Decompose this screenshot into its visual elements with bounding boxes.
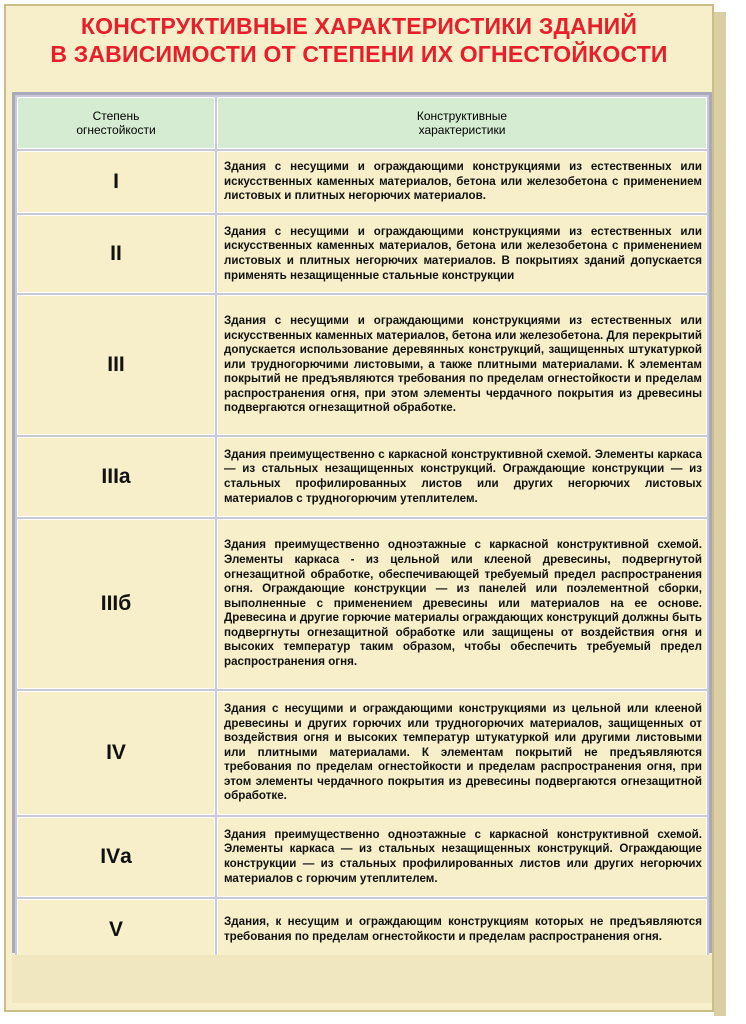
title-line-1: КОНСТРУКТИВНЫЕ ХАРАКТЕРИСТИКИ ЗДАНИЙ xyxy=(80,13,638,39)
table-row xyxy=(17,899,707,961)
table-row xyxy=(17,691,707,815)
table-row xyxy=(17,215,707,293)
table-row xyxy=(17,151,707,213)
degree-cell: I xyxy=(17,151,215,213)
header-characteristics-line-2: характеристики xyxy=(418,123,506,137)
degree-cell: II xyxy=(17,215,215,293)
description-cell: Здания преимущественно с каркасной конструктивной схемой. Элементы каркаса — из стальных незащищенных конструкций. Ограждающие конструкции — из стальных профилированных листов или других негорючих листовых материалов с трудногорючим утеплителем. xyxy=(217,437,707,517)
description-cell: Здания с несущими и ограждающими конструкциями из естественных или искусственных каменных материалов, бетона или железобетона. Для перекрытий допускается использование деревянных конструкций, защищенных штукатуркой или трудногорючими листовыми, а также плитными материалами. К элементам покрытий не предъявляются требования по пределам огнестойкости и пределам распространения огня, при этом элементы чердачного покрытия из древесины подвергаются огнезащитной обработке. xyxy=(217,295,707,435)
header-degree-line-2: огнестойкости xyxy=(76,123,156,137)
degree-cell: III xyxy=(17,295,215,435)
description-cell: Здания с несущими и ограждающими конструкциями из естественных или искусственных каменных материалов, бетона или железобетона с применением листовых и плитных негорючих материалов. В покрытиях зданий допускается применять незащищенные стальные конструкции xyxy=(217,215,707,293)
degree-cell: IIIб xyxy=(17,519,215,689)
header-degree-line-1: Степень xyxy=(92,109,140,123)
table-header-row xyxy=(17,97,707,149)
description-cell: Здания, к несущим и ограждающим конструкциям которых не предъявляются требования по пределам огнестойкости и пределам распространения огня. xyxy=(217,899,707,961)
table-row xyxy=(17,295,707,435)
title-line-2: В ЗАВИСИМОСТИ ОТ СТЕПЕНИ ИХ ОГНЕСТОЙКОСТИ xyxy=(50,41,668,67)
header-degree xyxy=(17,97,215,149)
degree-cell: IVа xyxy=(17,817,215,897)
header-characteristics xyxy=(217,97,707,149)
table-row xyxy=(17,437,707,517)
degree-cell: IV xyxy=(17,691,215,815)
degree-cell: V xyxy=(17,899,215,961)
page-title xyxy=(6,12,712,68)
characteristics-table xyxy=(15,95,709,963)
description-cell: Здания преимущественно одноэтажные с каркасной конструктивной схемой. Элементы каркаса - из цельной или клееной древесины, подвергнутой огнезащитной обработке, обеспечивающей требуемый предел распространения огня. Ограждающие конструкции — из панелей или поэлементной сборки, выполненные с применением древесины или материалов на ее основе. Древесина и другие горючие материалы ограждающих конструкций должны быть подвергнуты огнезащитной обработке или защищены от воздействия огня и высоких температур таким образом, чтобы обеспечить требуемый предел распространения огня. xyxy=(217,519,707,689)
bottom-margin-strip xyxy=(12,955,712,1003)
header-characteristics-line-1: Конструктивные xyxy=(416,109,508,123)
description-cell: Здания с несущими и ограждающими конструкциями из цельной или клееной древесины и других горючих или трудногорючих материалов, защищенных от воздействия огня и высоких температур штукатуркой или другими листовыми или плитными материалами. К элементам покрытий не предъявляются требования по пределам огнестойкости и пределам распространения огня, при этом элементы чердачного покрытия из древесины подвергаются огнезащитной обработке. xyxy=(217,691,707,815)
description-cell: Здания с несущими и ограждающими конструкциями из естественных или искусственных каменных материалов, бетона или железобетона с применением листовых и плитных негорючих материалов. xyxy=(217,151,707,213)
characteristics-table-frame xyxy=(12,92,712,953)
table-row xyxy=(17,519,707,689)
degree-cell: IIIа xyxy=(17,437,215,517)
table-row xyxy=(17,817,707,897)
description-cell: Здания преимущественно одноэтажные с каркасной конструктивной схемой. Элементы каркаса — из стальных незащищенных конструкций. Ограждающие конструкции — из стальных профилированных листов или других негорючих материалов с горючим утеплителем. xyxy=(217,817,707,897)
